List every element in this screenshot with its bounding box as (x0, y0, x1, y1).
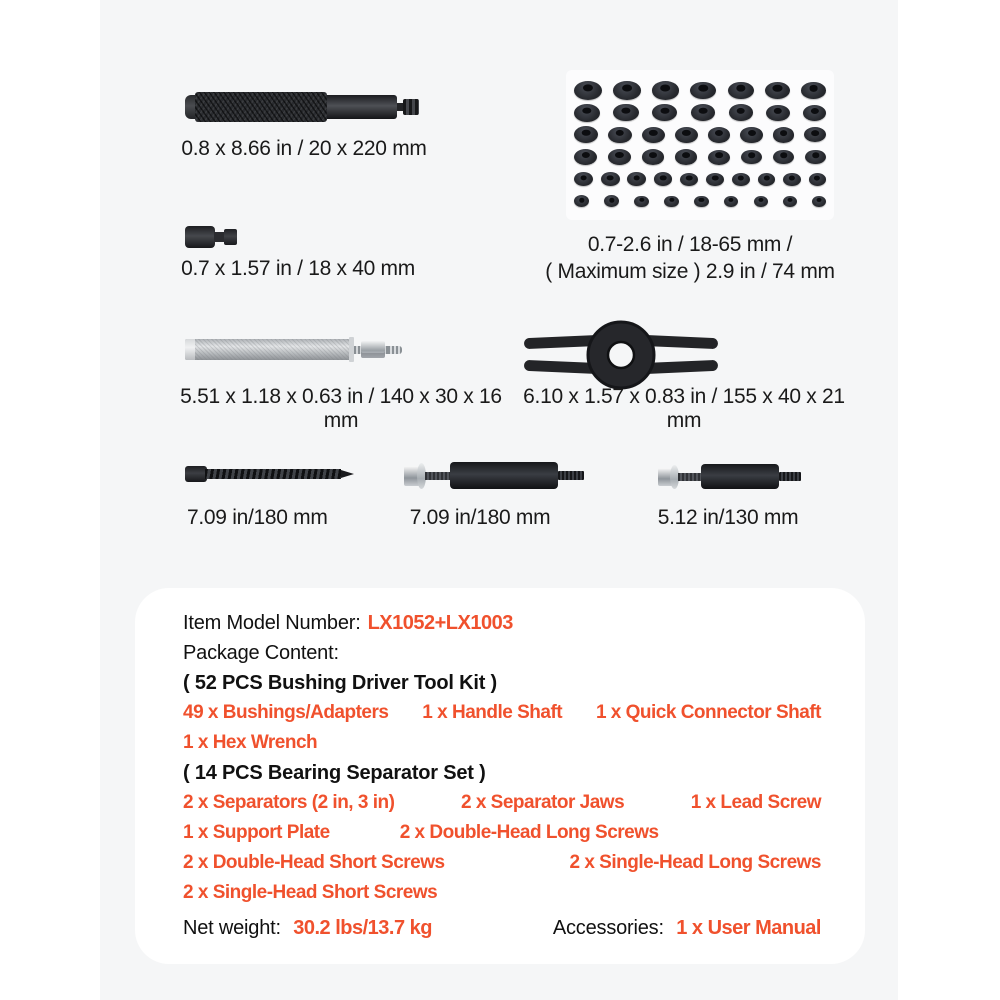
bushing-disc (675, 149, 697, 164)
single-head-short-screw-image (658, 463, 803, 491)
net-weight-label: Net weight: (183, 916, 281, 939)
lead-screw-hex-head (185, 466, 207, 482)
kit2-item-lead-screw: 1 x Lead Screw (690, 792, 821, 813)
bushing-disc-row (574, 191, 826, 212)
plate-hex-nut (361, 341, 385, 358)
model-number-label: Item Model Number: (183, 611, 361, 634)
kit1-item-quick-connector: 1 x Quick Connector Shaft (595, 702, 821, 723)
bushing-disc (732, 173, 750, 186)
model-number-line (183, 608, 821, 638)
plate-thread-tip (388, 346, 402, 354)
bushing-disc (642, 149, 664, 165)
accessories-label: Accessories: (552, 916, 664, 939)
kit2-items-line4 (183, 878, 821, 908)
separator-jaw-image (522, 316, 720, 394)
separator-jaw-drawing (522, 316, 720, 394)
plate-left-cap (185, 339, 195, 360)
quick-connector-image (185, 226, 240, 250)
bushing-disc (652, 81, 679, 99)
model-number-value: LX1052+LX1003 (367, 611, 513, 634)
separator-jaw-dimensions: 6.10 x 1.57 x 0.83 in / 155 x 40 x 21 mm (523, 385, 845, 432)
kit2-items-line3 (183, 848, 821, 878)
bushing-disc-row (574, 169, 826, 190)
bushing-disc (805, 150, 826, 164)
bushing-disc (574, 195, 589, 207)
kit2-item-single-head-long: 2 x Single-Head Long Screws (569, 852, 821, 873)
bushing-disc (654, 172, 672, 186)
bushing-disc (809, 173, 826, 186)
bushing-disc (608, 127, 632, 144)
kit1-header: ( 52 PCS Bushing Driver Tool Kit ) (183, 671, 497, 694)
package-content-card (135, 588, 865, 964)
handle-shaft-image (185, 91, 421, 123)
handle-smooth-bar (327, 95, 397, 119)
bushing-disc (613, 104, 639, 122)
bushing-disc (740, 127, 762, 143)
lead-screw-point (341, 470, 354, 478)
double-head-long-screw-dimensions: 7.09 in/180 mm (409, 506, 551, 529)
screw-thin-rod (678, 473, 702, 481)
screw-hex-body (701, 464, 779, 489)
support-plate-image (185, 337, 405, 365)
bushing-disc (690, 82, 716, 100)
bushings-dimensions-line1: 0.7-2.6 in / 18-65 mm / (587, 233, 793, 256)
bushing-disc (675, 127, 698, 143)
handle-threaded-tip (403, 99, 419, 115)
bushings-grid (574, 80, 826, 212)
bushing-disc (728, 82, 754, 100)
bushing-disc (574, 149, 597, 165)
kit2-items-line2 (183, 818, 821, 848)
kit2-item-double-head-short: 2 x Double-Head Short Screws (183, 852, 445, 873)
bushing-disc (652, 104, 677, 121)
weight-accessories-line (183, 913, 821, 943)
kit1-items-line2 (183, 728, 821, 758)
bushing-disc (691, 104, 715, 121)
bushing-disc (574, 81, 602, 100)
support-plate-dimensions: 5.51 x 1.18 x 0.63 in / 140 x 30 x 16 mm (180, 385, 502, 432)
lead-screw-image (185, 464, 357, 484)
bushing-disc (608, 149, 631, 165)
bushing-disc (664, 196, 679, 208)
kit1-item-handle-shaft: 1 x Handle Shaft (422, 702, 563, 723)
bushing-disc (729, 104, 753, 121)
bushing-disc (758, 173, 776, 186)
bushing-disc (801, 82, 826, 99)
double-head-long-screw-image (404, 461, 586, 491)
kit1-item-hex-wrench: 1 x Hex Wrench (183, 732, 318, 753)
screw-threaded-stud (558, 471, 584, 480)
bushing-disc (601, 172, 620, 186)
bushing-disc (803, 105, 826, 121)
handle-knurled-grip (195, 92, 327, 122)
bushing-disc (694, 196, 708, 208)
net-weight-value: 30.2 lbs/13.7 kg (293, 916, 432, 939)
connector-body (185, 226, 215, 248)
bushing-disc (754, 196, 768, 207)
bushing-disc (574, 104, 600, 122)
bushing-disc (804, 127, 826, 142)
bushing-disc-row (574, 80, 826, 101)
kit2-item-single-head-short: 2 x Single-Head Short Screws (183, 882, 438, 903)
bushing-disc (634, 196, 649, 208)
bushing-disc-row (574, 147, 826, 168)
bushing-disc (741, 150, 762, 165)
kit2-item-separators: 2 x Separators (2 in, 3 in) (183, 792, 395, 813)
lead-screw-dimensions: 7.09 in/180 mm (187, 506, 328, 529)
kit2-item-separator-jaws: 2 x Separator Jaws (460, 792, 625, 813)
screw-thin-rod (425, 472, 451, 480)
bushing-disc (613, 81, 640, 100)
kit1-items-line1 (183, 698, 821, 728)
bushing-disc (766, 105, 789, 121)
card-content (183, 608, 821, 943)
bushing-disc (812, 196, 826, 207)
bushing-disc (783, 173, 801, 186)
bushing-disc (765, 82, 790, 99)
bushing-disc (574, 126, 598, 143)
bushing-disc-row (574, 102, 826, 123)
bushing-disc (773, 150, 794, 165)
bushing-disc (680, 173, 698, 186)
bushing-disc (604, 195, 619, 207)
bushing-disc (724, 196, 738, 207)
kit2-item-support-plate: 1 x Support Plate (183, 822, 330, 843)
bushings-dimensions (540, 231, 840, 285)
kit2-item-double-head-long: 2 x Double-Head Long Screws (399, 822, 659, 843)
bushing-disc (708, 150, 730, 165)
screw-threaded-stud (779, 472, 801, 481)
accessories-value: 1 x User Manual (676, 916, 821, 939)
handle-shaft-dimensions: 0.8 x 8.66 in / 20 x 220 mm (181, 137, 427, 160)
bushing-disc-row (574, 124, 826, 145)
quick-connector-dimensions: 0.7 x 1.57 in / 18 x 40 mm (181, 257, 415, 280)
screw-hex-body (450, 462, 558, 489)
connector-cap (224, 229, 237, 245)
gray-panel (100, 0, 898, 1000)
bushing-disc (773, 127, 795, 143)
bushing-disc (706, 173, 724, 186)
bushing-disc (642, 127, 665, 144)
lead-screw-threaded-rod (205, 469, 341, 479)
plate-bar (185, 339, 351, 360)
bushing-disc (708, 127, 731, 143)
kit2-header: ( 14 PCS Bearing Separator Set ) (183, 761, 486, 784)
bushing-disc (783, 196, 797, 207)
net-weight-group (183, 917, 432, 940)
package-content-label: Package Content: (183, 641, 339, 664)
accessories-group (553, 917, 821, 940)
kit2-items-line1 (183, 788, 821, 818)
kit1-item-bushings: 49 x Bushings/Adapters (183, 702, 389, 723)
bushing-disc (574, 172, 593, 186)
single-head-short-screw-dimensions: 5.12 in/130 mm (657, 506, 799, 529)
bushing-disc (627, 172, 646, 186)
bushings-dimensions-line2: ( Maximum size ) 2.9 in / 74 mm (545, 260, 835, 283)
